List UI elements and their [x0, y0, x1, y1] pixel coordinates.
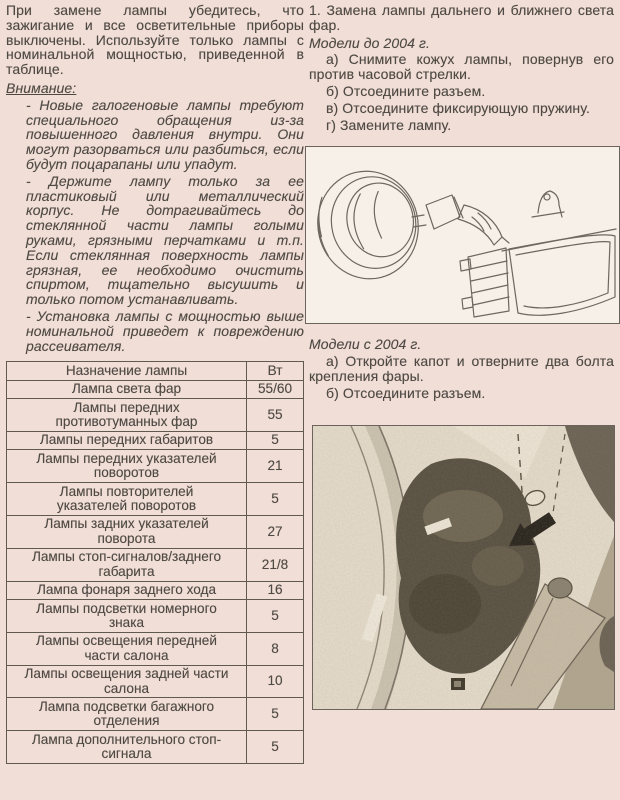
headlamp-assembly-figure	[305, 146, 620, 324]
table-row	[7, 450, 304, 483]
step-item: г) Замените лампу.	[326, 116, 452, 133]
right-column	[309, 3, 614, 710]
lamp-watt-cell: 55	[247, 399, 304, 432]
table-row	[7, 581, 304, 599]
lamp-name-cell: Лампы передних противотуманных фар	[7, 399, 247, 432]
engine-bay-photo-svg	[313, 426, 614, 709]
lamp-name-cell: Лампы освещения передней части салона	[7, 632, 247, 665]
table-row	[7, 399, 304, 432]
lamp-name-cell: Лампа дополнительного стоп-сигнала	[7, 731, 247, 764]
warning-paragraph: - Установка лампы с мощностью выше номинальной приведет к повреждению рассеивателя.	[26, 307, 304, 354]
table-row	[7, 600, 304, 633]
table-row	[7, 515, 304, 548]
table-row	[7, 632, 304, 665]
table-row	[7, 665, 304, 698]
table-row	[7, 380, 304, 398]
warning-paragraph: - Новые галогеновые лампы требуют специального обращения из-за повышенного давления внутри. Они могут разорваться или разбиться, если будут поцарапаны или упадут.	[26, 96, 304, 172]
table-header-row	[7, 362, 304, 380]
lamp-name-cell: Лампа фонаря заднего хода	[7, 581, 247, 599]
pre2004-subtitle: Модели до 2004 г.	[309, 34, 431, 51]
cover-cap-drawing	[306, 161, 429, 290]
step-item: б) Отсоедините разъем.	[326, 384, 486, 401]
headlamp-housing-drawing	[460, 191, 616, 317]
col-header-purpose: Назначение лампы	[7, 362, 247, 380]
lamp-watt-cell: 21/8	[247, 548, 304, 581]
lamp-watt-cell: 10	[247, 665, 304, 698]
intro-paragraph: При замене лампы убедитесь, что зажигание и все осветительные приборы выключены. Используйте только лампы с номинальной мощностью, приведенной в таблице.	[6, 2, 304, 78]
lamp-name-cell: Лампа света фар	[7, 380, 247, 398]
lamp-name-cell: Лампы передних указателей поворотов	[7, 450, 247, 483]
lamp-watt-cell: 5	[247, 483, 304, 516]
lamp-watt-cell: 5	[247, 431, 304, 449]
lamp-watt-cell: 5	[247, 600, 304, 633]
step-item: в) Отсоедините фиксирующую пружину.	[326, 99, 590, 116]
table-row	[7, 431, 304, 449]
lamp-name-cell: Лампы подсветки номерного знака	[7, 600, 247, 633]
lamp-watt-cell: 55/60	[247, 380, 304, 398]
lamp-name-cell: Лампы освещения задней части салона	[7, 665, 247, 698]
step-item: а) Откройте капот и отверните два болта крепления фары.	[309, 353, 614, 384]
warning-heading: Внимание:	[6, 79, 77, 96]
step-item: а) Снимите кожух лампы, повернув его против часовой стрелки.	[309, 51, 614, 83]
headlamp-drawing-svg	[306, 147, 619, 323]
lamp-watt-cell: 21	[247, 450, 304, 483]
left-column	[6, 3, 304, 764]
lamp-watt-cell: 5	[247, 731, 304, 764]
lamp-watt-cell: 8	[247, 632, 304, 665]
lamp-name-cell: Лампы повторителей указателей поворотов	[7, 483, 247, 516]
table-row	[7, 548, 304, 581]
engine-bay-photo-figure	[312, 425, 615, 710]
table-row	[7, 698, 304, 731]
col-header-watt: Вт	[247, 362, 304, 380]
warning-paragraph: - Держите лампу только за ее пластиковый или металлический корпус. Не дотрагивайтесь до стеклянной части лампы голыми руками, грязными перчатками и т.п. Если стеклянная поверхность лампы грязная, ее необходимо очистить спиртом, тщательно высушить и только потом устанавливать.	[26, 172, 304, 308]
bulb-drawing	[412, 195, 509, 245]
step-item: б) Отсоедините разъем.	[326, 82, 486, 99]
lamp-name-cell: Лампы передних габаритов	[7, 431, 247, 449]
lamp-name-cell: Лампа подсветки багажного отделения	[7, 698, 247, 731]
section-title: 1. Замена лампы дальнего и ближнего света фар.	[309, 2, 614, 33]
table-row	[7, 483, 304, 516]
lamp-wattage-table	[6, 361, 304, 764]
lamp-watt-cell: 27	[247, 515, 304, 548]
lamp-watt-cell: 16	[247, 581, 304, 599]
lamp-name-cell: Лампы стоп-сигналов/заднего габарита	[7, 548, 247, 581]
lamp-watt-cell: 5	[247, 698, 304, 731]
post2004-subtitle: Модели с 2004 г.	[309, 336, 422, 353]
table-row	[7, 731, 304, 764]
lamp-name-cell: Лампы задних указателей поворота	[7, 515, 247, 548]
